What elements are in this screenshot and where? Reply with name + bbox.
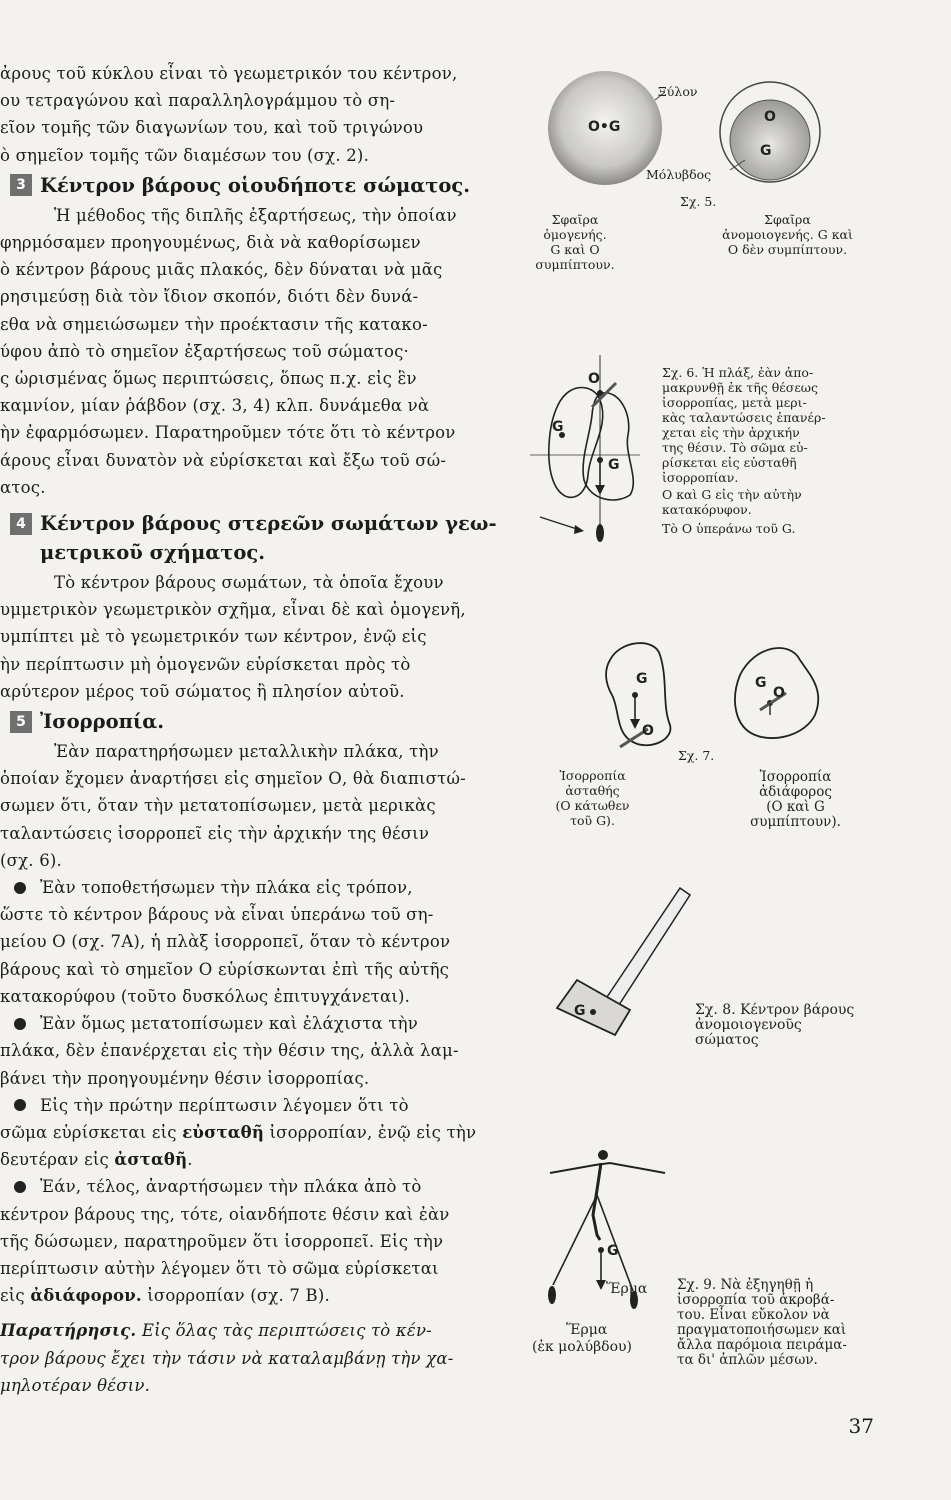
- text-line: μείου Ο (σχ. 7Α), ἡ πλὰξ ἰσορροπεῖ, ὅταν τὸ κέντρον: [0, 932, 451, 952]
- text-line: Ἐὰν παρατηρήσωμεν μεταλλικὴν πλάκα, τὴν: [54, 742, 439, 762]
- lead-label: Μόλυβδος: [646, 167, 712, 182]
- acrobat-arms: [550, 1163, 665, 1173]
- g-label: G: [636, 671, 648, 687]
- bullet-icon: [14, 1018, 26, 1030]
- figure-7-caption-right: [728, 770, 863, 830]
- wood-label: Ξύλον: [658, 84, 698, 99]
- g-label: G: [760, 143, 772, 159]
- figure-5-caption-left: [525, 212, 625, 272]
- text-line: ὸ σημεῖον τομῆς τῶν διαμέσων του (σχ. 2).: [0, 145, 370, 165]
- text-line: κέντρον βάρους της, τότε, οἱανδήποτε θέσιν καὶ ἐὰν: [0, 1204, 450, 1224]
- arrowhead-a: [630, 719, 640, 729]
- acrobat-head: [598, 1150, 608, 1160]
- text-line: ὴν ἐφαρμόσωμεν. Παρατηροῦμεν τότε ὅτι τὸ κέντρον: [0, 423, 456, 443]
- caption-line: O δὲν συμπίπτουν.: [727, 242, 848, 257]
- g-label: G: [608, 457, 620, 473]
- caption-line: ἰσορροπίας, μετὰ μερι-: [662, 395, 807, 410]
- text-run: ἰσορροπίαν (σχ. 7 Β).: [141, 1286, 330, 1306]
- text-line: Ἐὰν τοποθετήσωμεν τὴν πλάκα εἰς τρόπον,: [40, 878, 413, 898]
- text-line: αρύτερον μέρος τοῦ σώματος ἢ πλησίον αὐτοῦ.: [0, 681, 405, 701]
- caption-line: ἰσορροπίαν.: [662, 470, 739, 485]
- text-line: Ἡ μέθοδος τῆς διπλῆς ἐξαρτήσεως, τὴν ὁποίαν: [54, 205, 457, 225]
- ballast-label: Ἕρμα: [566, 1322, 608, 1338]
- pointer-arrow: [540, 517, 580, 530]
- caption-line: G καὶ O: [550, 242, 600, 257]
- figure-7-caption-left: [535, 768, 650, 828]
- plate-rest: [583, 393, 633, 500]
- page-number: 37: [848, 1414, 874, 1438]
- text-run: Εἰς ὅλας τὰς περιπτώσεις τὸ κέν-: [136, 1321, 432, 1341]
- bold-term: εὐσταθῆ: [182, 1122, 265, 1142]
- caption-line: Σχ. 8. Κέντρον βάρους: [695, 1002, 855, 1018]
- caption-line: Τὸ O ὑπεράνω τοῦ G.: [662, 521, 796, 536]
- caption-line: ρίσκεται εἰς εὐσταθῆ: [662, 455, 797, 470]
- caption-line: Σφαῖρα: [764, 212, 811, 227]
- lead-label: (ἐκ μολύβδου): [532, 1339, 633, 1355]
- bold-term: ἀσταθῆ: [114, 1150, 188, 1170]
- remark-line: [0, 1317, 505, 1344]
- plumb-bob: [596, 524, 604, 542]
- caption-line: ἄλλα παρόμοια πειράμα-: [677, 1337, 847, 1353]
- figure-8-hammer: [545, 880, 695, 1040]
- caption-line: ὁμογενής.: [543, 227, 607, 242]
- caption-line: (O καὶ G: [766, 799, 825, 815]
- text-line: (σχ. 6).: [0, 850, 62, 870]
- text-line: εῖον τομῆς τῶν διαγωνίων του, καὶ τοῦ τριγώνου: [0, 118, 424, 138]
- caption-line: ἀνομοιογενής. G καὶ: [722, 227, 853, 242]
- caption-line: κατακόρυφον.: [662, 502, 752, 517]
- text-line: τῆς δώσωμεν, παρατηροῦμεν ὅτι ἰσορροπεῖ. Εἰς τὴν: [0, 1231, 444, 1251]
- figure-8-caption: [695, 1003, 865, 1048]
- text-line: [0, 1146, 505, 1173]
- text-line: υμπίπτει μὲ τὸ γεωμετρικόν των κέντρον, ἐνῷ εἰς: [0, 627, 427, 647]
- section-number-badge: 5: [10, 711, 32, 733]
- caption-line: τα δι' ἁπλῶν μέσων.: [677, 1352, 818, 1368]
- caption-line: Ἰσορροπία: [559, 768, 626, 783]
- text-line: ς ὡρισμένας ὅμως περιπτώσεις, ὅπως π.χ. εἰς ἓν: [0, 369, 417, 389]
- section-number-badge: 4: [10, 513, 32, 535]
- bullet-paragraph: [0, 1092, 505, 1119]
- bold-term: ἀδιάφορον.: [30, 1286, 142, 1306]
- text-line: ὥστε τὸ κέντρον βάρους νὰ εἶναι ὑπεράνω τοῦ ση-: [0, 905, 434, 925]
- caption-line: Ἰσορροπία: [759, 769, 832, 785]
- text-line: άρους εἶναι δυνατὸν νὰ εὑρίσκεται καὶ ἔξω τοῦ σώ-: [0, 450, 447, 470]
- center-of-gravity: [590, 1009, 596, 1015]
- bullet-paragraph: [0, 874, 505, 901]
- text-run: ἰσορροπίαν, ἐνῷ εἰς τὴν: [264, 1122, 477, 1142]
- text-line: ου τετραγώνου καὶ παραλληλογράμμου τὸ ση-: [0, 91, 396, 111]
- caption-line: ἰσορροπία τοῦ ἀκροβά-: [677, 1292, 835, 1308]
- figure-9-caption: [677, 1278, 867, 1368]
- plate-a: [606, 643, 670, 745]
- text-run: .: [187, 1150, 193, 1170]
- g-label: G: [755, 675, 767, 691]
- caption-line: Σχ. 6. Ἡ πλάξ, ἐὰν ἀπο-: [662, 365, 814, 380]
- text-line: περίπτωσιν αὐτὴν λέγομεν ὅτι τὸ σῶμα εὑρίσκεται: [0, 1258, 439, 1278]
- remark-title: Παρατήρησις.: [0, 1321, 137, 1341]
- figure-5-caption-right: [700, 212, 875, 257]
- text-line: ταλαντώσεις ἰσορροπεῖ εἰς τὴν ἀρχικήν της θέσιν: [0, 823, 430, 843]
- section-title-cont: μετρικοῦ σχήματος.: [40, 541, 266, 565]
- text-line: ὸ κέντρον βάρους μιᾶς πλακός, δὲν δύναται νὰ μᾶς: [0, 260, 443, 280]
- text-line: ὁποίαν ἔχομεν ἀναρτήσει εἰς σημεῖον Ο, θὰ διαπιστώ-: [0, 769, 466, 789]
- text-line: πλάκα, δὲν ἐπανέρχεται εἰς τὴν θέσιν της, ἀλλὰ λαμ-: [0, 1041, 459, 1061]
- g-label: G: [607, 1243, 619, 1259]
- text-line: ρησιμεύσῃ διὰ τὸν ἴδιον σκοπόν, διότι δὲν δυνά-: [0, 287, 419, 307]
- o-label: O: [642, 723, 654, 739]
- section-title: Ἰσορροπία.: [40, 710, 165, 734]
- text-line: υμμετρικὸν γεωμετρικὸν σχῆμα, εἶναι δὲ καὶ ὁμογενῆ,: [0, 600, 466, 620]
- caption-line: πραγματοποιήσωμεν καὶ: [677, 1322, 847, 1338]
- section-title: Κέντρον βάρους οἱουδήποτε σώματος.: [40, 173, 471, 197]
- text-line: [0, 1282, 505, 1309]
- hammer-handle: [605, 888, 690, 1008]
- weight-rod-left: [553, 1195, 597, 1285]
- remark-line: μηλοτέραν θέσιν.: [0, 1375, 151, 1395]
- bullet-icon: [14, 882, 26, 894]
- pointer-arrowhead: [574, 525, 584, 534]
- caption-line: κὰς ταλαντώσεις ἐπανέρ-: [662, 410, 826, 425]
- weight-left: [548, 1286, 556, 1304]
- text-line: ύφου ἀπὸ τὸ σημεῖον ἐξαρτήσεως τοῦ σώματος·: [0, 341, 409, 361]
- caption-line: της θέσιν. Τὸ σῶμα εὑ-: [662, 440, 808, 455]
- o-label: O: [588, 371, 600, 387]
- text-line: Ἐὰν ὅμως μετατοπίσωμεν καὶ ἐλάχιστα τὴν: [40, 1014, 418, 1034]
- caption-line: Σχ. 9. Νὰ ἐξηγηθῇ ἡ: [677, 1277, 814, 1293]
- o-label: O: [773, 685, 785, 701]
- caption-line: Σφαῖρα: [551, 212, 599, 227]
- caption-line: O καὶ G εἰς τὴν αὐτὴν: [662, 487, 802, 502]
- gravity-arrowhead: [596, 1280, 606, 1290]
- text-line: Τὸ κέντρον βάρους σωμάτων, τὰ ὁποῖα ἔχουν: [54, 573, 444, 593]
- bullet-icon: [14, 1181, 26, 1193]
- text-line: [0, 1119, 505, 1146]
- text-line: Ἐάν, τέλος, ἀναρτήσωμεν τὴν πλάκα ἀπὸ τὸ: [40, 1177, 422, 1197]
- text-line: ὴν περίπτωσιν μὴ ὁμογενῶν εὑρίσκεται πρὸς τὸ: [0, 654, 411, 674]
- og-label: O•G: [588, 119, 621, 135]
- bullet-paragraph: [0, 1173, 505, 1200]
- caption-line: ἀνομοιογενοῦς σώματος: [695, 1017, 802, 1048]
- main-text-column: [0, 60, 505, 1399]
- caption-line: συμπίπτουν).: [750, 814, 841, 830]
- bullet-icon: [14, 1099, 26, 1111]
- text-line: ατος.: [0, 477, 46, 497]
- caption-line: του. Εἶναι εὔκολον νὰ: [677, 1307, 830, 1323]
- text-line: βάνει τὴν προηγουμένην θέσιν ἰσορροπίας.: [0, 1068, 370, 1088]
- text-line: καμνίον, μίαν ῥάβδον (σχ. 3, 4) κλπ. δυνάμεθα νὰ: [0, 396, 430, 416]
- figure-number: Σχ. 5.: [680, 194, 717, 209]
- figure-number: Σχ. 7.: [678, 748, 715, 763]
- text-run: σῶμα εὑρίσκεται εἰς: [0, 1122, 183, 1142]
- remark-line: τρον βάρους ἔχει τὴν τάσιν νὰ καταλαμβάνῃ τὴν χα-: [0, 1348, 454, 1368]
- o-label: O: [764, 109, 776, 125]
- text-line: φηρμόσαμεν προηγουμένως, διὰ νὰ καθορίσωμεν: [0, 233, 421, 253]
- caption-line: ἀσταθής: [565, 783, 620, 798]
- text-line: εθα νὰ σημειώσωμεν τὴν προέκτασιν τῆς κατακο-: [0, 314, 428, 334]
- text-line: σωμεν ὅτι, ὅταν τὴν μετατοπίσωμεν, μετὰ μερικὰς: [0, 796, 436, 816]
- text-line: κατακορύφου (τοῦτο δυσκόλως ἐπιτυγχάνεται).: [0, 986, 411, 1006]
- caption-line: χεται εἰς τὴν ἀρχικήν: [662, 425, 800, 440]
- text-run: δευτέραν εἰς: [0, 1150, 115, 1170]
- g-label: G: [574, 1003, 586, 1019]
- g-label: G: [552, 419, 564, 435]
- text-line: ἀρους τοῦ κύκλου εἶναι τὸ γεωμετρικόν του κέντρον,: [0, 64, 458, 83]
- text-line: βάρους καὶ τὸ σημεῖον Ο εὑρίσκωνται ἐπὶ τῆς αὐτῆς: [0, 959, 450, 979]
- section-number-badge: 3: [10, 174, 32, 196]
- caption-line: (O κάτωθεν: [555, 798, 630, 813]
- caption-line: συμπίπτουν.: [535, 257, 615, 272]
- figure-6-caption: [662, 365, 852, 536]
- caption-line: τοῦ G).: [570, 813, 615, 828]
- section-4-heading: [10, 509, 505, 567]
- section-title: Κέντρον βάρους στερεῶν σωμάτων γεω-: [40, 512, 497, 536]
- gravity-arrowhead: [595, 485, 605, 495]
- section-3-heading: [10, 171, 505, 200]
- text-run: εἰς: [0, 1286, 31, 1306]
- caption-line: ἀδιάφορος: [759, 784, 832, 800]
- caption-line: μακρυνθῇ ἐκ τῆς θέσεως: [662, 380, 818, 395]
- bullet-paragraph: [0, 1010, 505, 1037]
- ballast-label: Ἕρμα: [606, 1281, 648, 1297]
- text-line: Εἰς τὴν πρώτην περίπτωσιν λέγομεν ὅτι τὸ: [40, 1095, 409, 1115]
- figure-7-plates: [590, 635, 850, 755]
- section-5-heading: [10, 707, 505, 736]
